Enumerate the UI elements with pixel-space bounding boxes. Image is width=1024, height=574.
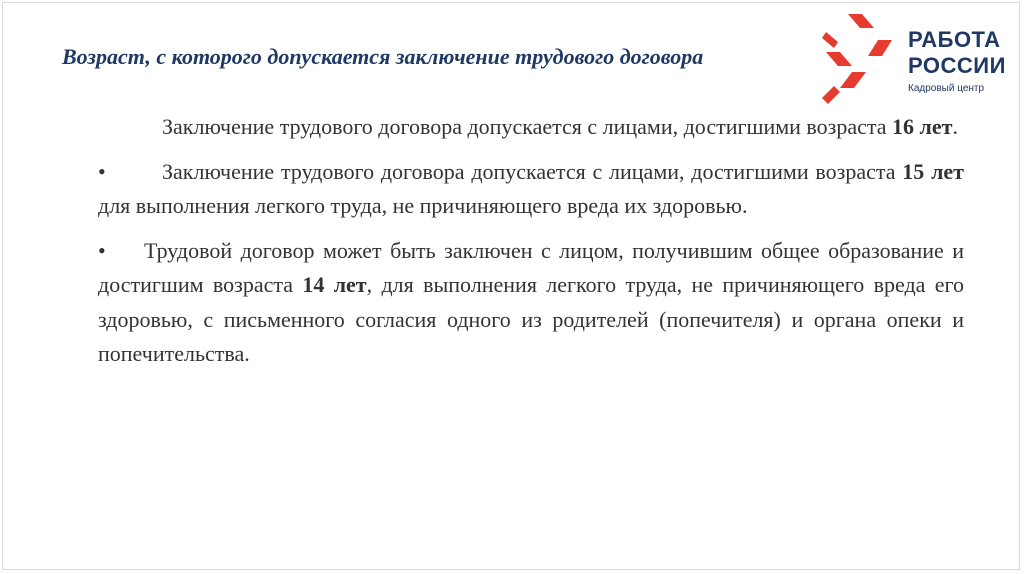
paragraph-text: Заключение трудового договора допускается с лицами, достигшими возраста [162,158,903,184]
paragraph-text: Заключение трудового договора допускается с лицами, достигшими возраста [162,114,893,139]
logo-mark-icon [822,12,902,108]
bullet-marker: • [98,158,106,184]
paragraph-age-16 [98,110,964,145]
bullet-marker: • [98,237,106,263]
age-value: 16 лет [892,114,953,139]
slide-content [98,110,964,382]
paragraph-age-15 [98,155,964,224]
age-value: 15 лет [902,158,964,184]
paragraph-text: , для выполнения легкого труда, не причиняющего вреда его здоровью, с письменного согласия одного из родителей (попечителя) и органа опеки и попечительства. [98,272,964,366]
age-value: 14 лет [302,272,367,297]
logo-text-line2: РОССИИ [908,53,1006,78]
logo-text-line1: РАБОТА [908,27,1001,52]
paragraph-age-14 [98,234,964,372]
paragraph-text: . [952,114,958,139]
slide-title: Возраст, с которого допускается заключение трудового договора [62,44,704,69]
paragraph-text: Трудовой договор может быть заключен с лицом, получившим общее образование и достигшим возраста [98,237,964,297]
logo [822,12,1006,108]
logo-subtitle: Кадровый центр [908,83,985,94]
paragraph-text: для выполнения легкого труда, не причиняющего вреда их здоровью. [98,193,748,218]
